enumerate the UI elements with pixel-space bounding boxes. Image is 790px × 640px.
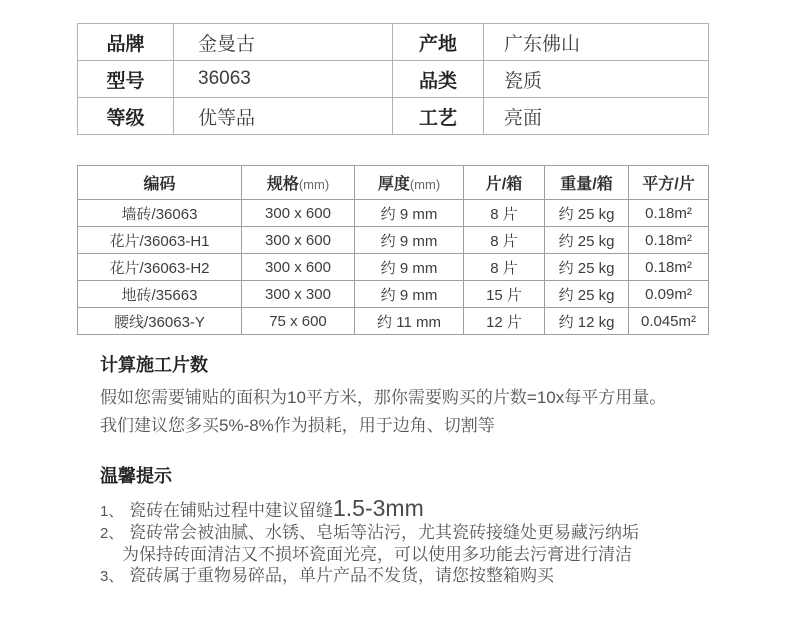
origin-value: 广东佛山 bbox=[484, 24, 709, 61]
spec-cell-code: 地砖/35663 bbox=[78, 281, 242, 308]
spec-cell-size: 300 x 300 bbox=[242, 281, 355, 308]
model-label: 型号 bbox=[78, 61, 174, 98]
tips-title: 温馨提示 bbox=[100, 466, 172, 486]
spec-header-weight-per-box: 重量/箱 bbox=[545, 166, 629, 200]
spec-cell-size: 300 x 600 bbox=[242, 200, 355, 227]
grade-value: 优等品 bbox=[174, 98, 393, 135]
tip-text: 瓷砖在铺贴过程中建议留缝1.5-3mm bbox=[129, 495, 424, 521]
spec-cell-thickness: 约 9 mm bbox=[355, 200, 464, 227]
calc-title: 计算施工片数 bbox=[100, 355, 208, 375]
tip-item-continuation bbox=[100, 544, 709, 565]
spec-header-row bbox=[78, 166, 709, 200]
spec-cell-weight: 约 25 kg bbox=[545, 200, 629, 227]
spec-cell-area: 0.18m² bbox=[629, 254, 709, 281]
category-label: 品类 bbox=[393, 61, 484, 98]
spec-header-thickness: 厚度(mm) bbox=[355, 166, 464, 200]
spec-cell-weight: 约 25 kg bbox=[545, 227, 629, 254]
spec-cell-pieces: 8 片 bbox=[464, 254, 545, 281]
spec-cell-pieces: 15 片 bbox=[464, 281, 545, 308]
spec-cell-code: 花片/36063-H2 bbox=[78, 254, 242, 281]
calc-paragraph bbox=[77, 384, 709, 440]
tip-text: 瓷砖常会被油腻、水锈、皂垢等沾污，尤其瓷砖接缝处更易藏污纳垢 bbox=[129, 523, 639, 542]
tip-item bbox=[100, 565, 709, 587]
spec-header-size: 规格(mm) bbox=[242, 166, 355, 200]
spec-header-pieces-per-box: 片/箱 bbox=[464, 166, 545, 200]
spec-cell-area: 0.18m² bbox=[629, 200, 709, 227]
origin-label: 产地 bbox=[393, 24, 484, 61]
info-row-brand-origin bbox=[78, 24, 709, 61]
spec-cell-weight: 约 25 kg bbox=[545, 281, 629, 308]
spec-cell-code: 腰线/36063-Y bbox=[78, 308, 242, 335]
spec-row-deco-tile-h2 bbox=[78, 254, 709, 281]
tip-text: 瓷砖属于重物易碎品，单片产品不发货，请您按整箱购买 bbox=[129, 566, 554, 585]
spec-cell-pieces: 12 片 bbox=[464, 308, 545, 335]
info-row-model-category bbox=[78, 61, 709, 98]
spec-cell-code: 花片/36063-H1 bbox=[78, 227, 242, 254]
spec-cell-size: 300 x 600 bbox=[242, 254, 355, 281]
spec-row-wall-tile bbox=[78, 200, 709, 227]
spec-cell-size: 75 x 600 bbox=[242, 308, 355, 335]
spec-header-area-per-piece: 平方/片 bbox=[629, 166, 709, 200]
spec-cell-pieces: 8 片 bbox=[464, 227, 545, 254]
brand-value: 金曼古 bbox=[174, 24, 393, 61]
spec-row-deco-tile-h1 bbox=[78, 227, 709, 254]
spec-header-code: 编码 bbox=[78, 166, 242, 200]
spec-cell-size: 300 x 600 bbox=[242, 227, 355, 254]
spec-cell-thickness: 约 11 mm bbox=[355, 308, 464, 335]
tips-list bbox=[77, 497, 709, 587]
spec-cell-area: 0.18m² bbox=[629, 227, 709, 254]
calc-paragraph-line: 假如您需要铺贴的面积为10平方米，那你需要购买的片数=10x每平方用量。 bbox=[100, 388, 667, 407]
finish-value: 亮面 bbox=[484, 98, 709, 135]
spec-table bbox=[77, 165, 709, 335]
category-value: 瓷质 bbox=[484, 61, 709, 98]
calc-section bbox=[77, 351, 709, 440]
spec-cell-code: 墙砖/36063 bbox=[78, 200, 242, 227]
model-value: 36063 bbox=[174, 61, 393, 98]
tip-marker: 3、 bbox=[100, 568, 124, 585]
tip-highlight: 1.5-3mm bbox=[333, 495, 424, 521]
brand-label: 品牌 bbox=[78, 24, 174, 61]
info-row-grade-finish bbox=[78, 98, 709, 135]
tip-text: 为保持砖面清洁又不损坏瓷面光亮，可以使用多功能去污膏进行清洁 bbox=[122, 545, 632, 564]
spec-cell-pieces: 8 片 bbox=[464, 200, 545, 227]
spec-cell-thickness: 约 9 mm bbox=[355, 227, 464, 254]
spec-row-border-tile bbox=[78, 308, 709, 335]
tip-marker: 2、 bbox=[100, 525, 124, 542]
finish-label: 工艺 bbox=[393, 98, 484, 135]
spec-cell-thickness: 约 9 mm bbox=[355, 281, 464, 308]
tips-section bbox=[77, 462, 709, 587]
spec-cell-area: 0.045m² bbox=[629, 308, 709, 335]
spec-cell-weight: 约 12 kg bbox=[545, 308, 629, 335]
tip-item bbox=[100, 497, 709, 522]
spec-cell-weight: 约 25 kg bbox=[545, 254, 629, 281]
spec-cell-thickness: 约 9 mm bbox=[355, 254, 464, 281]
grade-label: 等级 bbox=[78, 98, 174, 135]
product-info-table bbox=[77, 23, 709, 135]
spec-row-floor-tile bbox=[78, 281, 709, 308]
spec-cell-area: 0.09m² bbox=[629, 281, 709, 308]
product-spec-panel bbox=[77, 23, 709, 587]
calc-paragraph-line: 我们建议您多买5%-8%作为损耗，用于边角、切割等 bbox=[100, 416, 495, 435]
tip-marker: 1、 bbox=[100, 503, 124, 520]
tip-item bbox=[100, 522, 709, 544]
